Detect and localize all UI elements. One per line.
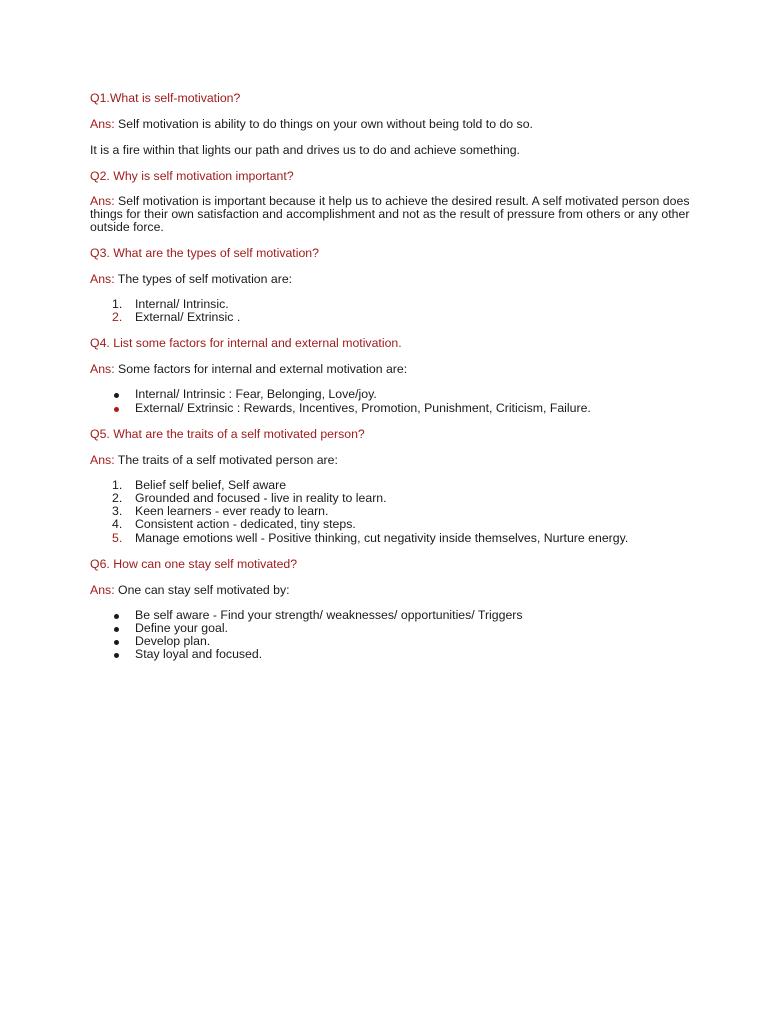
answer-1-extra: It is a fire within that lights our path and drives us to do and achieve something. [90, 143, 520, 157]
bullet-icon [114, 653, 119, 658]
answer-label: Ans: [90, 272, 115, 286]
list-item-text: External/ Extrinsic . [135, 310, 241, 325]
traits-list [90, 479, 690, 545]
answer-5 [90, 453, 690, 467]
answer-text: One can stay self motivated by: [114, 582, 290, 597]
stay-motivated-list [90, 609, 690, 662]
list-item [90, 402, 690, 415]
answer-text: Self motivation is ability to do things on your own without being told to do so. [114, 117, 533, 131]
answer-text: Some factors for internal and external motivation are: [114, 362, 408, 377]
list-item [90, 311, 690, 324]
list-item-text: Belief self belief, Self aware [135, 477, 287, 492]
answer-label: Ans: [90, 194, 115, 208]
types-list [90, 298, 690, 324]
answer-6 [90, 583, 690, 597]
answer-label: Ans: [90, 117, 115, 131]
question-3: Q3. What are the types of self motivation? [90, 246, 319, 260]
list-item-text: Internal/ Intrinsic. [135, 297, 229, 311]
list-item [90, 532, 690, 545]
list-item-text: Manage emotions well - Positive thinking, cut negativity inside themselves, Nurture energy. [135, 530, 629, 545]
list-item-text: Define your goal. [135, 621, 228, 636]
question-5: Q5. What are the traits of a self motivated person? [90, 426, 365, 441]
list-item-text: Be self aware - Find your strength/ weaknesses/ opportunities/ Triggers [135, 607, 523, 622]
question-2: Q2. Why is self motivation important? [90, 169, 294, 183]
bullet-icon [114, 614, 119, 619]
list-item-text: Stay loyal and focused. [135, 647, 263, 662]
answer-text: The traits of a self motivated person are: [114, 452, 338, 467]
list-item-text: Grounded and focused - live in reality to learn. [135, 491, 387, 506]
answer-1 [90, 117, 690, 131]
answer-3 [90, 272, 690, 286]
bullet-icon [114, 627, 119, 632]
answer-label: Ans: [90, 452, 115, 467]
list-number: 2. [112, 310, 123, 325]
list-number: 5. [112, 530, 123, 545]
question-6: Q6. How can one stay self motivated? [90, 556, 298, 571]
question-4: Q4. List some factors for internal and external motivation. [90, 336, 402, 351]
bullet-icon [114, 393, 119, 398]
list-item-text: External/ Extrinsic : Rewards, Incentives, Promotion, Punishment, Criticism, Failure. [135, 400, 591, 415]
answer-text: Self motivation is important because it help us to achieve the desired result. A self motivated person does things for their own satisfaction and accomplishment and not as the result of pressure from others or any other outside force. [90, 194, 690, 234]
answer-text: The types of self motivation are: [114, 272, 293, 286]
answer-2 [90, 195, 690, 234]
list-item [90, 648, 690, 661]
document-page [90, 91, 690, 674]
list-number: 3. [112, 504, 123, 519]
factors-list [90, 388, 690, 414]
list-item-text: Develop plan. [135, 634, 211, 649]
list-item-text: Consistent action - dedicated, tiny steps. [135, 517, 356, 532]
answer-label: Ans: [90, 582, 115, 597]
list-item-text: Internal/ Intrinsic : Fear, Belonging, Love/joy. [135, 387, 377, 402]
list-item-text: Keen learners - ever ready to learn. [135, 504, 329, 519]
answer-4 [90, 362, 690, 376]
bullet-icon [114, 640, 119, 645]
list-number: 4. [112, 517, 123, 532]
bullet-icon [114, 407, 119, 412]
list-number: 1. [112, 297, 123, 311]
answer-label: Ans: [90, 362, 115, 377]
list-number: 1. [112, 477, 123, 492]
question-1: Q1.What is self-motivation? [90, 91, 241, 105]
list-number: 2. [112, 491, 123, 506]
